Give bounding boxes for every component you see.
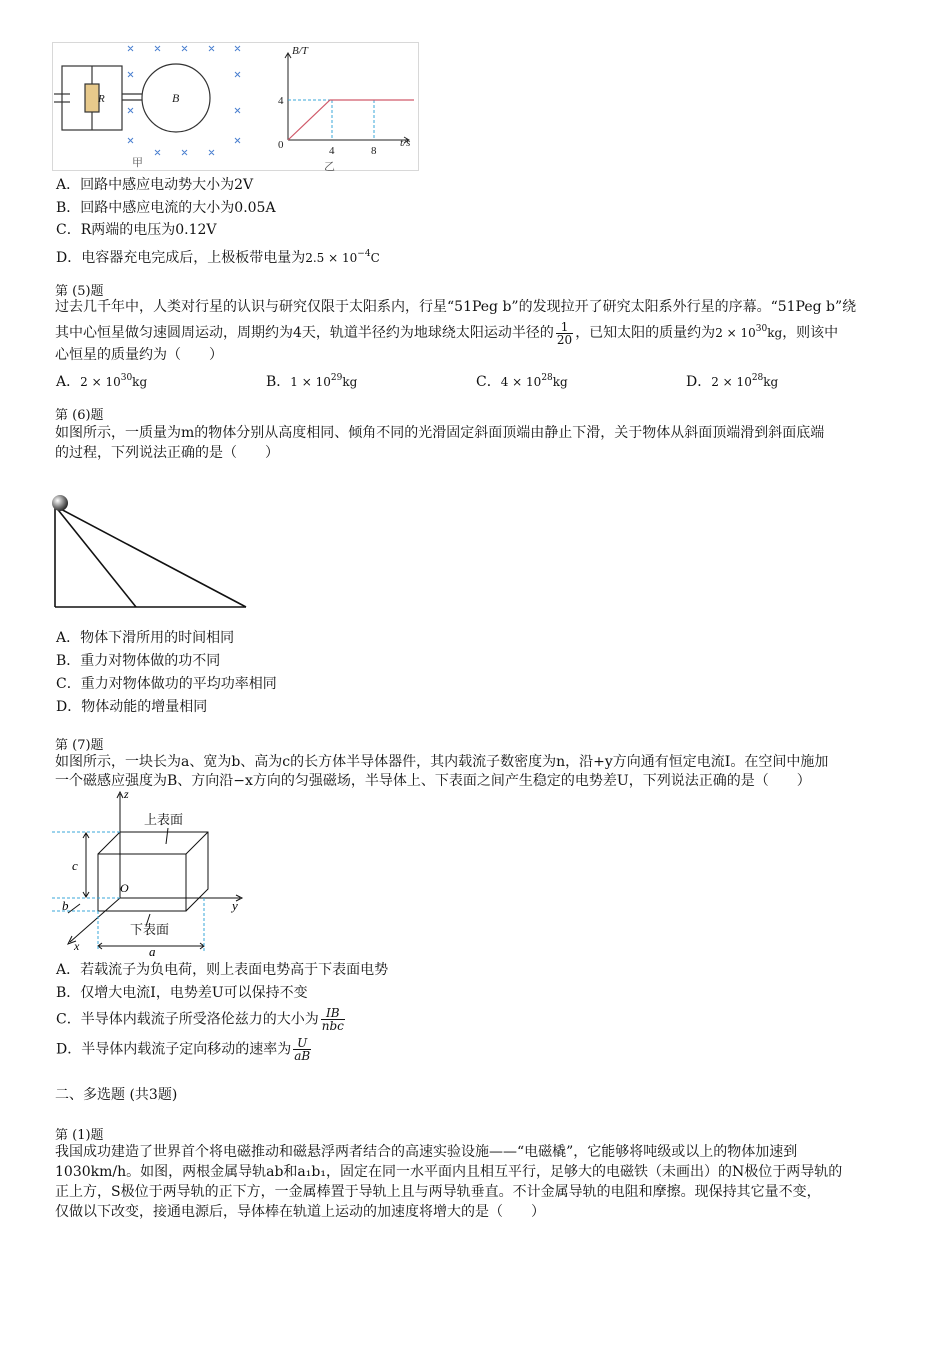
figure-yi-label: 乙 bbox=[324, 161, 335, 173]
figure-jia-label: 甲 bbox=[132, 157, 143, 169]
dim-b: b bbox=[62, 898, 69, 913]
q7-option-c[interactable]: C．半导体内载流子所受洛伦兹力的大小为 $\frac{IB}{\text{nbc}}$ bbox=[56, 1006, 344, 1033]
axis-z: z bbox=[124, 787, 129, 801]
q5-option-c[interactable]: C．$4 \times 10^{28}kg$ bbox=[476, 373, 568, 390]
q4-option-a[interactable]: A．回路中感应电动势大小为2V bbox=[56, 177, 254, 193]
m1-text-line-3: 正上方，S极位于两导轨的正下方，一金属棒置于导轨上且与两导轨垂直。不计金属导轨的电阻和摩擦。现保持其它量不变， bbox=[55, 1184, 821, 1200]
q4-option-d[interactable]: D．电容器充电完成后，上极板带电量为$2.5 \times 10^{-4}C$ bbox=[56, 249, 380, 266]
q7-option-a[interactable]: A．若载流子为负电荷，则上表面电势高于下表面电势 bbox=[56, 962, 389, 978]
resistor-label: R bbox=[98, 93, 105, 105]
q6-text-line-2: 的过程，下列说法正确的是（ ） bbox=[55, 445, 279, 461]
q6-option-a[interactable]: A．物体下滑所用的时间相同 bbox=[56, 630, 235, 646]
q5-option-d[interactable]: D．$2 \times 10^{28}kg$ bbox=[686, 373, 779, 390]
q7-option-b[interactable]: B．仅增大电流I，电势差U可以保持不变 bbox=[56, 985, 308, 1001]
q7-fraction-c: $\frac{IB}{\text{nbc}}$ bbox=[321, 1006, 344, 1033]
field-label: B bbox=[172, 91, 180, 105]
figure-semiconductor-block bbox=[50, 786, 250, 956]
section-2-title: 二、多选题 (共3题) bbox=[55, 1087, 178, 1103]
b-t-graph bbox=[285, 53, 409, 143]
magnetic-field-marks bbox=[128, 46, 240, 155]
axis-x: x bbox=[74, 939, 80, 953]
q5-text-line-2: 其中心恒星做匀速圆周运动，周期约为4天，轨道半径约为地球绕太阳运动半径的 $\frac{1}{20}$ ，已知太阳的质量约为$2 \times 10^{30}kg$，则该中 bbox=[55, 319, 839, 347]
label-bottom-surface: 下表面 bbox=[130, 922, 170, 937]
q4-option-c[interactable]: C．R两端的电压为0.12V bbox=[56, 222, 217, 238]
q5-fraction: $\frac{1}{20}$ bbox=[556, 319, 573, 347]
label-top-surface: 上表面 bbox=[144, 812, 184, 827]
graph-ylabel: B/T bbox=[292, 45, 308, 57]
q7-option-d[interactable]: D．半导体内载流子定向移动的速率为 $\frac{U}{aB}$ bbox=[56, 1036, 311, 1063]
q6-option-d[interactable]: D．物体动能的增量相同 bbox=[56, 699, 208, 715]
origin-o: O bbox=[120, 881, 129, 895]
q7-number: 第 (7)题 bbox=[55, 738, 104, 753]
q5-option-a[interactable]: A．$2 \times 10^{30}kg$ bbox=[56, 373, 148, 390]
dim-c: c bbox=[72, 858, 78, 873]
circuit-diagram bbox=[54, 64, 210, 132]
figure-incline bbox=[50, 492, 250, 612]
graph-origin: 0 bbox=[278, 139, 284, 151]
q7-fraction-d: $\frac{U}{aB}$ bbox=[294, 1036, 311, 1063]
graph-x-tick-8: 8 bbox=[371, 145, 377, 157]
figure-circuit-and-graph bbox=[52, 42, 420, 174]
m1-number: 第 (1)题 bbox=[55, 1128, 104, 1143]
axis-y: y bbox=[232, 898, 238, 913]
q4-option-b[interactable]: B．回路中感应电流的大小为0.05A bbox=[56, 200, 276, 216]
q7-text-line-1: 如图所示，一块长为a、宽为b、高为c的长方体半导体器件，其内载流子数密度为n，沿+y方向通有恒定电流I。在空间中施加 bbox=[55, 754, 829, 770]
m1-text-line-2: 1030km/h。如图，两根金属导轨ab和a₁b₁，固定在同一水平面内且相互平行，足够大的电磁铁（未画出）的N极位于两导轨的 bbox=[55, 1164, 843, 1180]
q7-text-line-2: 一个磁感应强度为B、方向沿−x方向的匀强磁场，半导体上、下表面之间产生稳定的电势差U，下列说法正确的是（ ） bbox=[55, 773, 811, 789]
m1-text-line-1: 我国成功建造了世界首个将电磁推动和磁悬浮两者结合的高速实验设施——“电磁橇”，它能够将吨级或以上的物体加速到 bbox=[55, 1144, 798, 1160]
graph-y-tick: 4 bbox=[278, 95, 284, 107]
q5-number: 第 (5)题 bbox=[55, 284, 104, 299]
q6-option-b[interactable]: B．重力对物体做的功不同 bbox=[56, 653, 221, 669]
q5-text-line-1: 过去几千年中，人类对行星的认识与研究仅限于太阳系内，行星“51Peg b”的发现拉开了研究太阳系外行星的序幕。“51Peg b”绕 bbox=[55, 299, 857, 315]
ball bbox=[52, 495, 68, 511]
graph-xlabel: t/s bbox=[400, 137, 411, 149]
b-t-series-line bbox=[288, 100, 414, 140]
graph-x-tick-4: 4 bbox=[329, 145, 335, 157]
q6-number: 第 (6)题 bbox=[55, 408, 104, 423]
q5-text-line-3: 心恒星的质量约为（ ） bbox=[55, 347, 223, 363]
q6-option-c[interactable]: C．重力对物体做功的平均功率相同 bbox=[56, 676, 277, 692]
q5-option-b[interactable]: B．$1 \times 10^{29}kg$ bbox=[266, 373, 358, 390]
m1-text-line-4: 仅做以下改变，接通电源后，导体棒在轨道上运动的加速度将增大的是（ ） bbox=[55, 1204, 545, 1220]
q6-text-line-1: 如图所示，一质量为m的物体分别从高度相同、倾角不同的光滑固定斜面顶端由静止下滑，关于物体从斜面顶端滑到斜面底端 bbox=[55, 425, 825, 441]
dim-a: a bbox=[149, 944, 156, 956]
